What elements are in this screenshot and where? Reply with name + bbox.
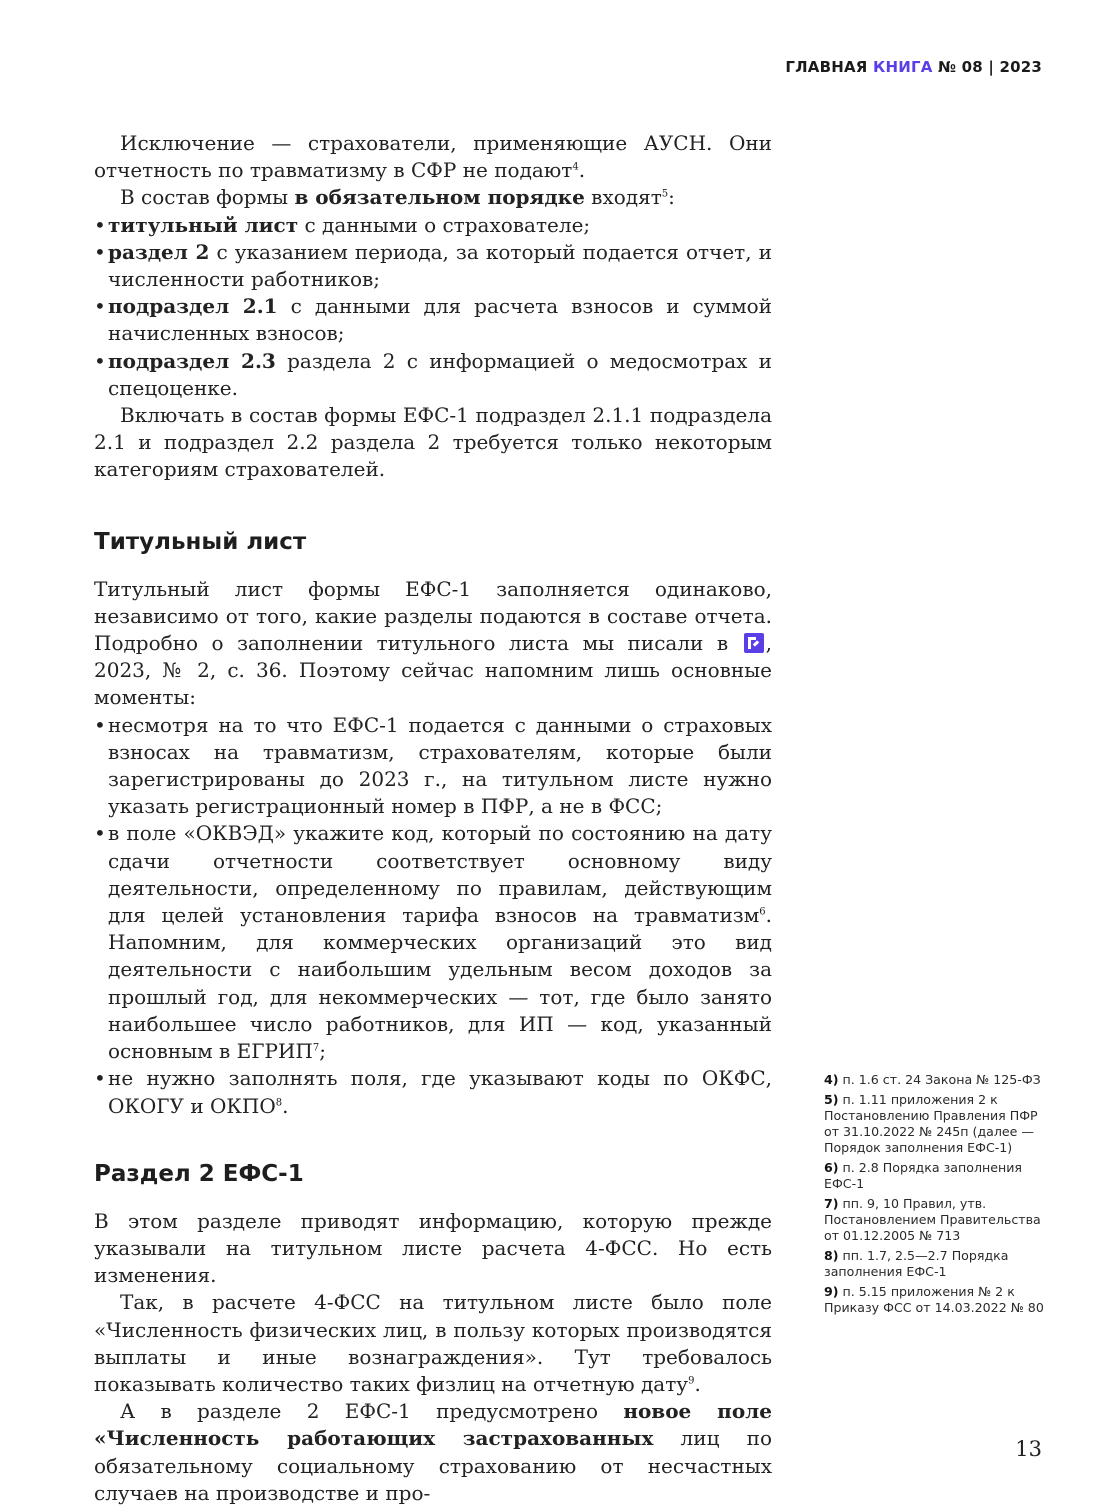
page-number: 13 xyxy=(1015,1437,1042,1461)
footnote-ref[interactable]: 4 xyxy=(572,161,579,173)
paragraph: Так, в расчете 4-ФСС на титульном листе было поле «Численность физических лиц, в пользу которых производятся выплаты и иные вознаграждения». Тут требовалось показывать количество таких физлиц на отчетную дату$^9$. xyxy=(94,1290,772,1396)
journal-header xyxy=(785,58,1042,76)
footnote-ref[interactable]: 9 xyxy=(688,1375,695,1387)
list-item: • титульный лист с данными о страхователе; xyxy=(94,212,772,239)
footnote-ref[interactable]: 6 xyxy=(759,906,766,918)
paragraph: Титульный лист формы ЕФС-1 заполняется одинаково, независимо от того, какие разделы подаются в составе отчета. Подробно о заполнении титульного листа мы писали в , 2023, № 2, с. 36. Поэтому сейчас напомним лишь основные моменты: xyxy=(94,576,772,710)
paragraph: В этом разделе приводят информацию, которую прежде указывали на титульном листе расчета 4-ФСС. Но есть изменения. xyxy=(94,1208,772,1288)
footnote: 7) пп. 9, 10 Правил, утв. Постановлением Правительства от 01.12.2005 № 713 xyxy=(824,1196,1041,1243)
header-title-accent: КНИГА xyxy=(873,58,933,76)
footnote: 9) п. 5.15 приложения № 2 к Приказу ФСС от 14.03.2022 № 80 xyxy=(824,1284,1044,1315)
paragraph: Исключение — страхователи, применяющие АУСН. Они отчетность по травматизму в СФР не подают$^4$. xyxy=(94,131,772,183)
header-issue: № 08 | 2023 xyxy=(937,58,1042,76)
footnote: 4) п. 1.6 ст. 24 Закона № 125-ФЗ xyxy=(824,1072,1041,1087)
glavkniga-logo-icon[interactable] xyxy=(744,633,764,653)
bullet-list xyxy=(94,212,772,402)
list-item: • не нужно заполнять поля, где указывают коды по ОКФС, ОКОГУ и ОКПО$^8$. xyxy=(94,1065,772,1119)
list-item: • в поле «ОКВЭД» укажите код, который по состоянию на дату сдачи отчетности соответствует основному виду деятельности, определенному по правилам, действующим для целей установления тарифа взносов на травматизм$^6$. Напомним, для коммерческих организаций это вид деятельности с наибольшим удельным весом доходов за прошлый год, для некоммерческих — тот, где было занято наибольшее число работников, для ИП — код, указанный основным в ЕГРИП$^7$; xyxy=(94,820,772,1065)
footnote: 5) п. 1.11 приложения 2 к Постановлению Правления ПФР от 31.10.2022 № 245п (далее — Порядок заполнения ЕФС-1) xyxy=(824,1092,1038,1155)
header-title: ГЛАВНАЯ xyxy=(785,58,868,76)
list-item: • подраздел 2.1 с данными для расчета взносов и суммой начисленных взносов; xyxy=(94,293,772,347)
footnote-ref[interactable]: 8 xyxy=(275,1096,283,1108)
paragraph: В состав формы в обязательном порядке входят$^5$: xyxy=(120,185,675,210)
footnotes-column xyxy=(824,1072,1046,1320)
footnote: 8) пп. 1.7, 2.5—2.7 Порядка заполнения ЕФС-1 xyxy=(824,1248,1009,1279)
footnote-ref[interactable]: 5 xyxy=(661,188,669,200)
list-item: • раздел 2 с указанием периода, за который подается отчет, и численности работников; xyxy=(94,239,772,293)
bullet-list xyxy=(94,712,772,1120)
footnote: 6) п. 2.8 Порядка заполнения ЕФС-1 xyxy=(824,1160,1022,1191)
section-heading-title-page: Титульный лист xyxy=(94,528,307,555)
paragraph: Включать в состав формы ЕФС-1 подраздел 2.1.1 подраздела 2.1 и подраздел 2.2 раздела 2 требуется только некоторым категориям страхователей. xyxy=(94,403,772,482)
paragraph: А в разделе 2 ЕФС-1 предусмотрено новое поле «Численность работающих застрахованных лиц по обязательному социальному страхованию от несчастных случаев на производстве и про- xyxy=(94,1399,772,1505)
article-body xyxy=(94,130,772,1507)
list-item: • несмотря на то что ЕФС-1 подается с данными о страховых взносах на травматизм, страхователям, которые были зарегистрированы до 2023 г., на титульном листе нужно указать регистрационный номер в ПФР, а не в ФСС; xyxy=(94,712,772,821)
footnote-ref[interactable]: 7 xyxy=(312,1042,320,1054)
section-heading-section-2: Раздел 2 ЕФС-1 xyxy=(94,1160,304,1187)
list-item: • подраздел 2.3 раздела 2 с информацией о медосмотрах и спецоценке. xyxy=(94,348,772,402)
